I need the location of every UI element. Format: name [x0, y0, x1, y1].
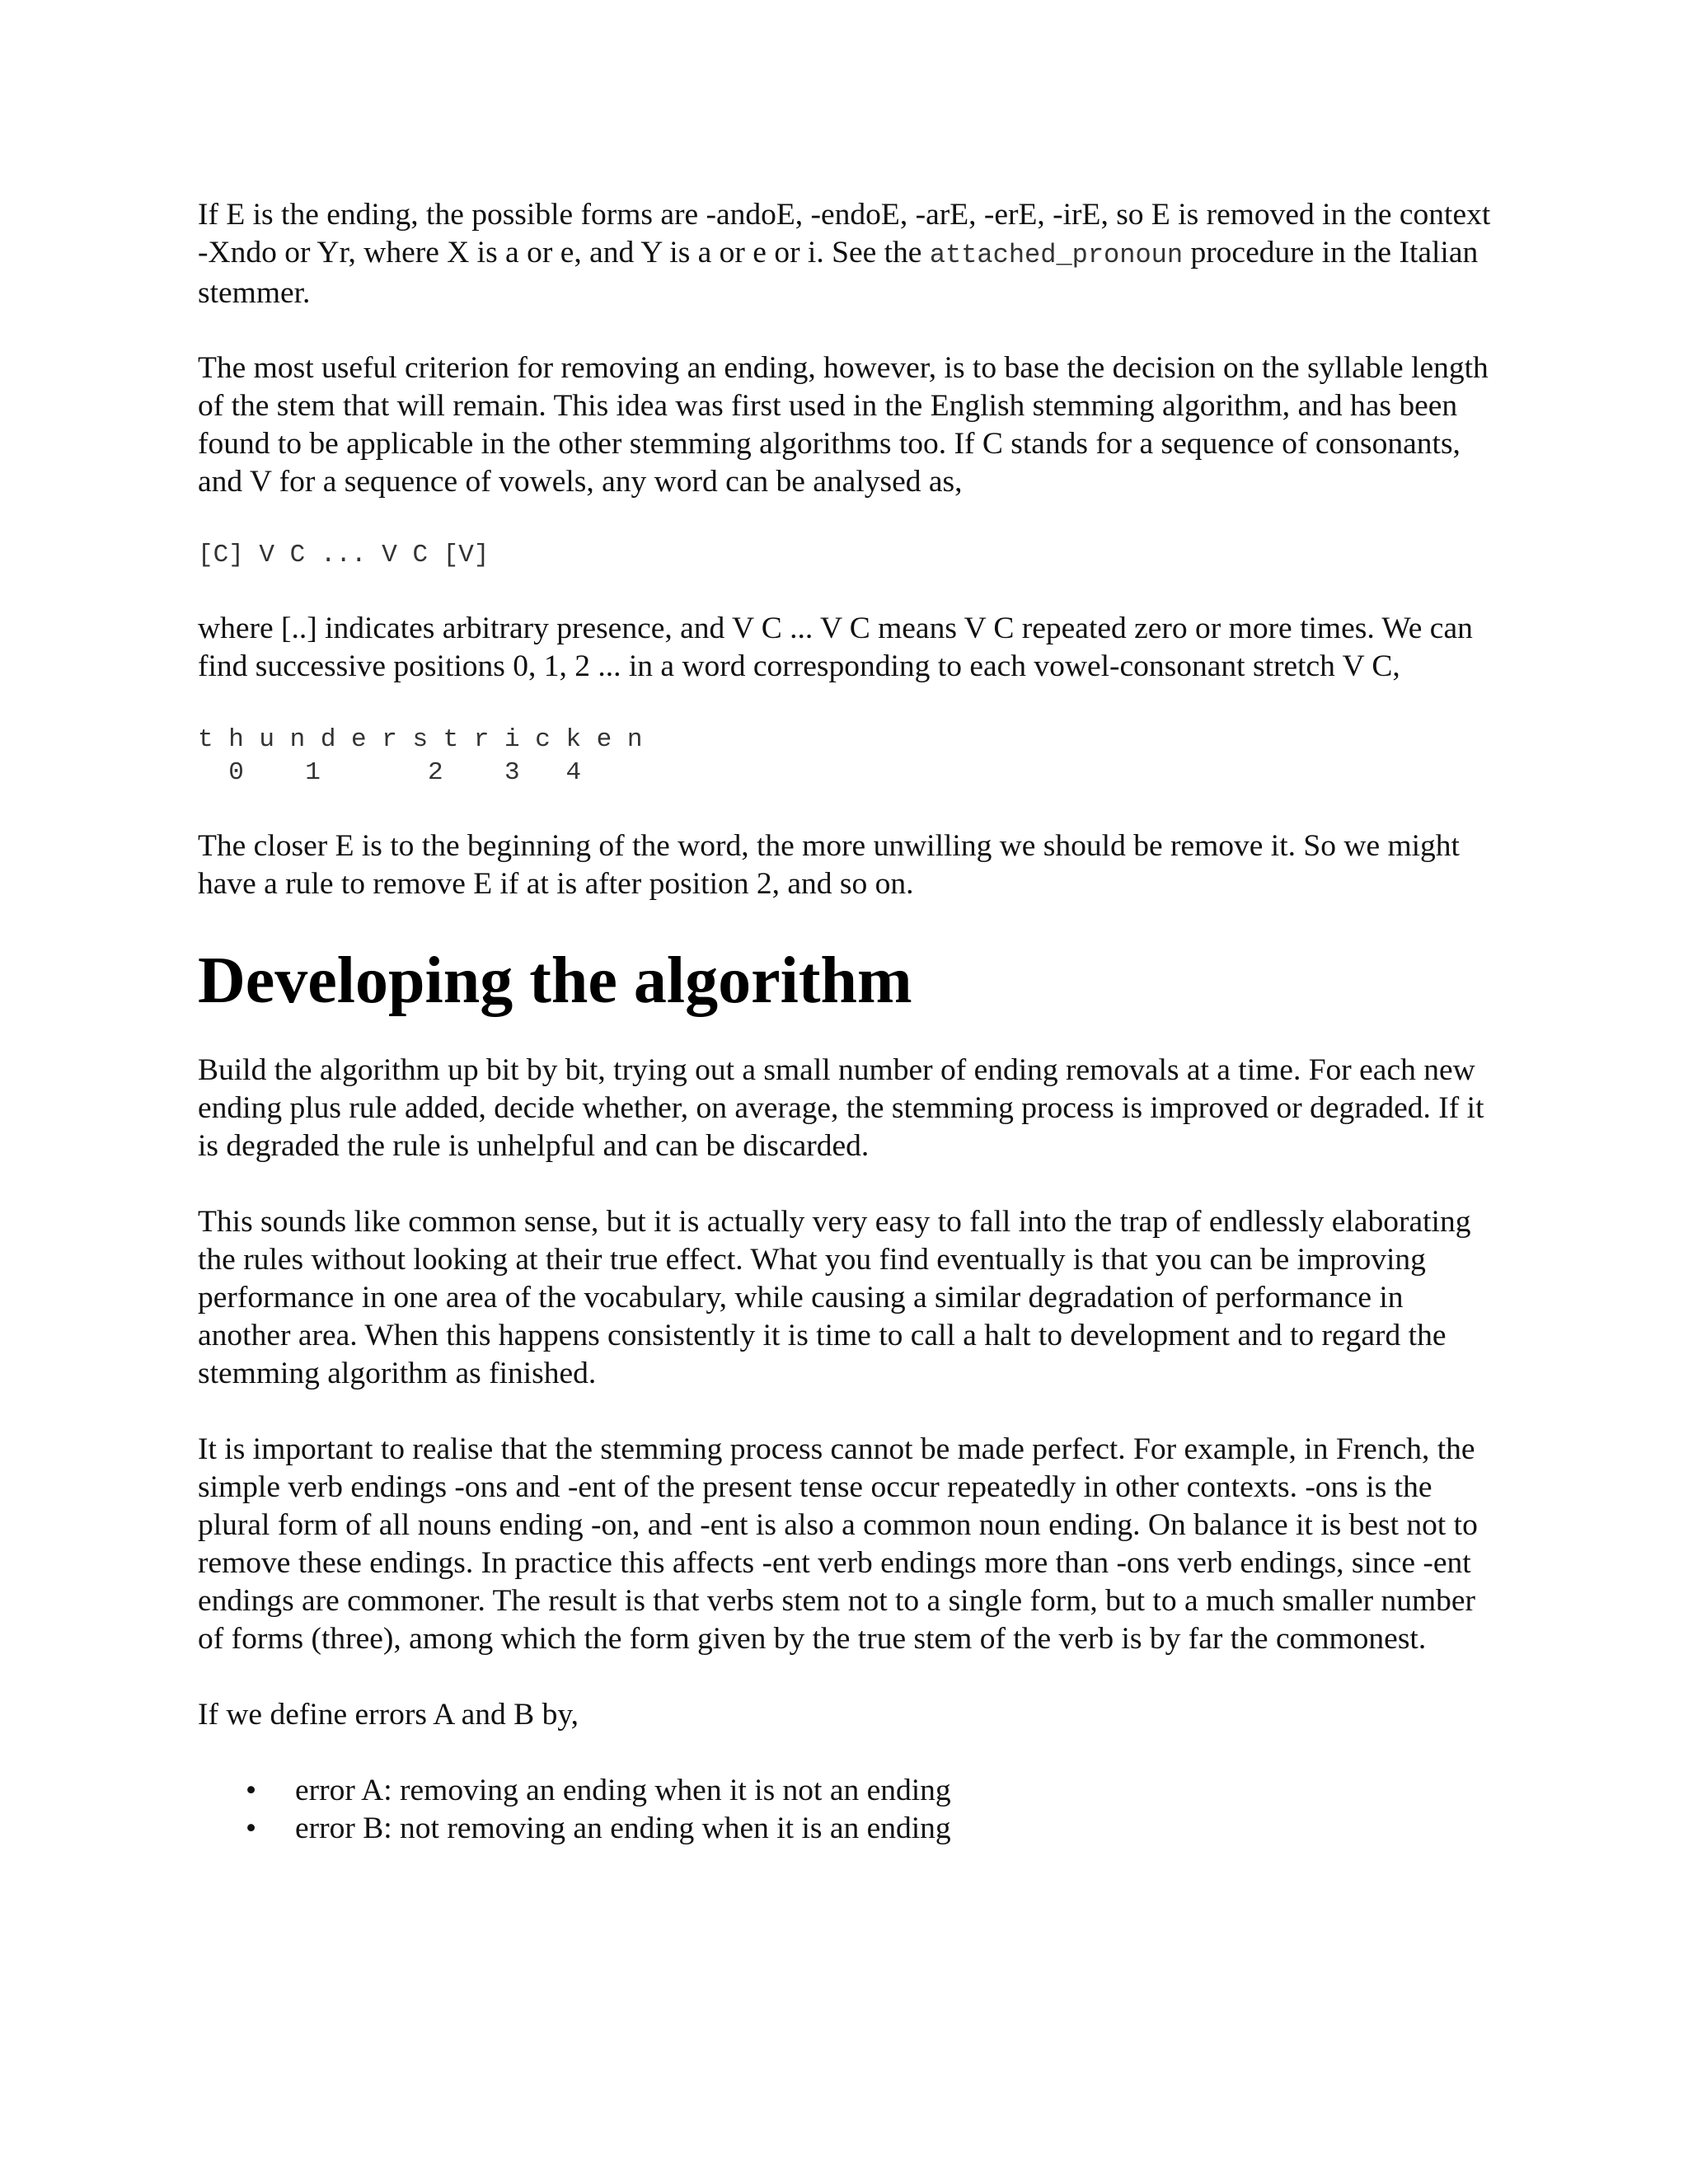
bullet-icon: •: [246, 1774, 257, 1807]
document-page: [198, 196, 1500, 1848]
list-item-text: error A: removing an ending when it is not an ending: [295, 1774, 951, 1807]
paragraph-common-sense: This sounds like common sense, but it is actually very easy to fall into the trap of endlessly elaborating the rules without looking at their true effect. What you find eventually is that you can be improving performance in one area of the vocabulary, while causing a similar degradation of performance in another area. When this happens consistently it is time to call a halt to development and to regard the stemming algorithm as finished.: [198, 1205, 1471, 1390]
list-item-text: error B: not removing an ending when it is an ending: [295, 1811, 951, 1845]
paragraph-ending-forms: [198, 196, 1500, 312]
error-definitions-list: [198, 1772, 1500, 1848]
paragraph-closer-ending: The closer E is to the beginning of the word, the more unwilling we should be remove it. So we might have a rule to remove E if at is after position 2, and so on.: [198, 829, 1460, 901]
paragraph-text: procedure in the Italian stemmer.: [198, 236, 1479, 310]
code-block-word-pattern: [C] V C ... V C [V]: [198, 541, 490, 569]
paragraph-define-errors: If we define errors A and B by,: [198, 1698, 579, 1732]
code-block-thunderstricken: t h u n d e r s t r i c k e n 0 1 2 3 4: [198, 725, 643, 787]
paragraph-build-algorithm: Build the algorithm up bit by bit, trying out a small number of ending removals at a time. For each new ending plus rule added, decide whether, on average, the stemming process is improved or degraded. If it is degraded the rule is unhelpful and can be discarded.: [198, 1053, 1484, 1163]
section-heading: Developing the algorithm: [198, 944, 912, 1017]
bullet-icon: •: [246, 1811, 257, 1845]
paragraph-not-perfect: It is important to realise that the stemming process cannot be made perfect. For example, in French, the simple verb endings -ons and -ent of the present tense occur repeatedly in other contexts. -ons is the plural form of all nouns ending -on, and -ent is also a common noun ending. On balance it is best not to remove these endings. In practice this affects -ent verb endings more than -ons verb endings, since -ent endings are commoner. The result is that verbs stem not to a single form, but to a much smaller number of forms (three), among which the form given by the true stem of the verb is by far the commonest.: [198, 1432, 1478, 1656]
list-item: [198, 1810, 1500, 1848]
paragraph-positions: where [..] indicates arbitrary presence, and V C ... V C means V C repeated zero or more times. We can find successive positions 0, 1, 2 ... in a word corresponding to each vowel-consonant stretch V C,: [198, 612, 1473, 683]
paragraph-syllable-criterion: The most useful criterion for removing an ending, however, is to base the decision on the syllable length of the stem that will remain. This idea was first used in the English stemming algorithm, and has been found to be applicable in the other stemming algorithms too. If C stands for a sequence of consonants, and V for a sequence of vowels, any word can be analysed as,: [198, 351, 1489, 499]
list-item: [198, 1772, 1500, 1810]
inline-code-attached-pronoun: attached_pronoun: [929, 240, 1184, 270]
paragraph-text: If E is the ending, the possible forms are -andoE, -endoE, -arE, -erE, -irE, so E is removed in the context -Xndo or Yr, where X is a or e, and Y is a or e or i. See the: [198, 198, 1491, 269]
